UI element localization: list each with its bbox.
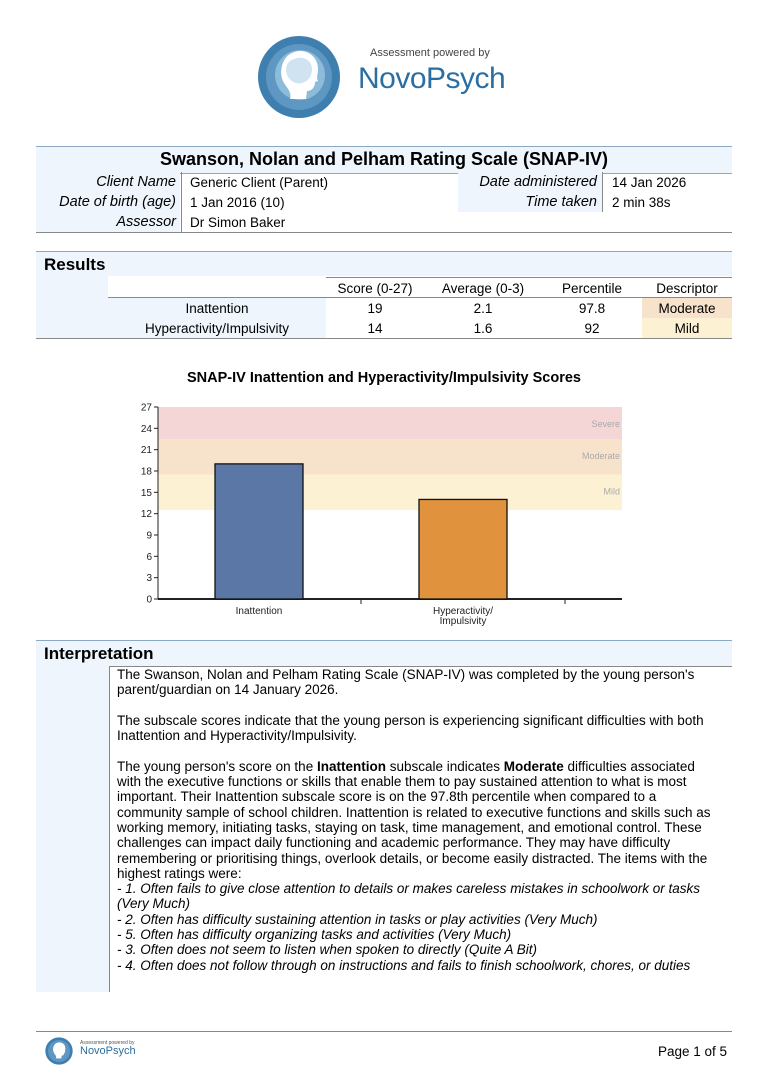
footer-line <box>36 1031 732 1032</box>
x-tick-label-0: Inattention <box>235 606 283 617</box>
results-header-bar <box>36 251 732 276</box>
results-side-bar <box>36 275 108 338</box>
y-tick-label-27: 27 <box>140 402 152 414</box>
date-administered-value: 14 Jan 2026 <box>612 175 687 190</box>
footer-logo-icon <box>44 1037 74 1065</box>
interpretation-side-bar <box>36 666 109 992</box>
y-tick-label-15: 15 <box>140 487 152 499</box>
row-hyperactivity-name: Hyperactivity/Impulsivity <box>144 321 290 336</box>
assessor-label: Assessor <box>116 214 176 230</box>
info-vline-right <box>602 172 603 212</box>
p3-text-a: The young person's score on the <box>117 758 317 774</box>
y-tick-label-12: 12 <box>140 509 152 521</box>
band-label-severe: Severe <box>591 419 620 429</box>
client-name-label: Client Name <box>96 174 176 190</box>
footer-powered-by: Assessment powered by <box>80 1040 135 1046</box>
p3-text-c: subscale indicates <box>385 758 504 774</box>
p3-bold-moderate: Moderate <box>503 758 564 774</box>
time-taken-label: Time taken <box>525 194 597 210</box>
item-1: - 1. Often fails to give close attention to details or makes careless mistakes in schoolwork or tasks (Very Much) <box>117 881 700 912</box>
item-2: - 2. Often has difficulty sustaining attention in tasks or play activities (Very Much) <box>117 911 598 927</box>
date-administered-label: Date administered <box>479 174 597 190</box>
band-label-mild: Mild <box>603 486 620 497</box>
bar-hyperactivity <box>419 499 507 599</box>
info-divider <box>36 232 732 233</box>
info-vline-left <box>181 172 182 232</box>
col-average-header: Average (0-3) <box>441 281 525 296</box>
bar-inattention <box>215 464 303 599</box>
band-label-moderate: Moderate <box>581 451 620 461</box>
item-5: - 5. Often has difficulty organizing tasks and activities (Very Much) <box>117 927 512 943</box>
row-hyperactivity-descriptor: Mild <box>674 321 700 336</box>
y-tick-label-6: 6 <box>146 551 152 563</box>
page-number: Page 1 of 5 <box>658 1044 728 1059</box>
interpretation-divider <box>109 666 110 992</box>
assessor-value: Dr Simon Baker <box>190 215 286 230</box>
client-name-value: Generic Client (Parent) <box>190 175 329 190</box>
row-inattention-descriptor: Moderate <box>658 301 716 316</box>
band-severe <box>158 407 622 439</box>
row-hyperactivity-score: 14 <box>367 321 383 336</box>
dob-value: 1 Jan 2016 (10) <box>190 195 285 210</box>
y-tick-label-21: 21 <box>140 445 152 457</box>
results-title: Results <box>44 255 106 274</box>
y-tick-label-3: 3 <box>146 573 152 585</box>
bar-chart <box>120 398 640 630</box>
interpretation-paragraph-1: The Swanson, Nolan and Pelham Rating Scale (SNAP-IV) was completed by the young person's parent/guardian on 14 January 2026. <box>117 667 695 698</box>
powered-by-text: Assessment powered by <box>370 47 490 59</box>
p3-bold-inattention: Inattention <box>316 758 386 774</box>
interpretation-paragraph-2: The subscale scores indicate that the young person is experiencing significant difficulties with both Inattention and Hyperactivity/Impulsivity. <box>117 712 704 744</box>
chart-title: SNAP-IV Inattention and Hyperactivity/Impulsivity Scores <box>186 370 581 386</box>
col-score-header: Score (0-27) <box>337 281 413 296</box>
head-profile-logo-icon <box>254 35 344 119</box>
interpretation-paragraph-3 <box>117 759 717 881</box>
brand-name: NovoPsych <box>358 62 506 95</box>
item-list <box>117 881 717 973</box>
interpretation-title: Interpretation <box>44 644 154 663</box>
results-header-line <box>108 297 732 298</box>
item-3: - 3. Often does not seem to listen when spoken to directly (Quite A Bit) <box>117 942 537 958</box>
item-4: - 4. Often does not follow through on instructions and fails to finish schoolwork, chores, or duties <box>117 957 691 973</box>
y-tick-label-0: 0 <box>146 594 152 606</box>
p3-text-e: difficulties associated with the executive functions or skills that enable them to pay sustained attention to what is most important. Their Inattention subscale score is on the 97.8th percentile when compared to a community sample of school children. Inattention is related to executive functions and skills such as working memory, initiating tasks, staying on task, time management, and emotional control. These challenges can impact daily functioning and academic performance. They may have difficulty remembering or prioritising things, overlook details, or become easily distracted. The items with the highest ratings were: <box>117 758 711 881</box>
y-tick-label-9: 9 <box>146 530 152 542</box>
x-tick-label-1: Hyperactivity/ Impulsivity <box>432 606 494 627</box>
results-bottom-line <box>36 338 732 339</box>
row-hyperactivity-average: 1.6 <box>473 321 493 336</box>
y-tick-label-18: 18 <box>140 466 152 478</box>
row-inattention-average: 2.1 <box>473 301 493 316</box>
dob-label: Date of birth (age) <box>59 194 176 210</box>
row-inattention-score: 19 <box>367 301 383 316</box>
footer-brand: NovoPsych <box>80 1045 136 1057</box>
col-percentile-header: Percentile <box>561 281 623 296</box>
row-inattention-percentile: 97.8 <box>578 301 606 316</box>
report-title: Swanson, Nolan and Pelham Rating Scale (SNAP-IV) <box>159 149 609 169</box>
row-hyperactivity-percentile: 92 <box>584 321 600 336</box>
row-inattention-name: Inattention <box>185 301 249 316</box>
col-descriptor-header: Descriptor <box>656 281 718 296</box>
interpretation-text <box>117 667 717 973</box>
y-tick-label-24: 24 <box>140 423 152 435</box>
time-taken-value: 2 min 38s <box>612 195 671 210</box>
results-top-line <box>326 277 732 278</box>
